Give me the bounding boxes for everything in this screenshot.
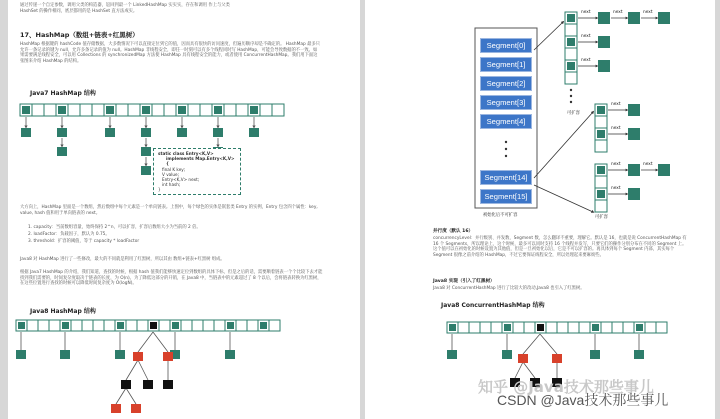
code-line: } xyxy=(158,187,161,193)
code-line: int hash; xyxy=(162,182,181,188)
zhihu-watermark: 知乎 @Java技术那些事儿 xyxy=(478,378,654,396)
next-label: next xyxy=(613,10,623,15)
next-label: next xyxy=(643,162,653,167)
segment-box: Segment[2] xyxy=(480,76,532,91)
code-line: final K key; xyxy=(162,166,186,172)
next-label: next xyxy=(581,34,591,39)
entry-code-box xyxy=(153,148,241,195)
top-text: 通过传递一个自定参数，调用父类的构造器，返回到最一个 LinkedHashMap 实实实，存在和调用 作上与父类 HashSet 的操作相同，底层都用的是 HashSet 直方法成实。 xyxy=(20,3,230,14)
java8-explanation: 根据 Java7 HashMap 的介绍，我们知道，查找的时候，根据 hash 值我们能够快速定位到数组的具体下标，但是之后的话，需要顺着链表一个个比较下去才能找到我们需要的，时间复杂度取决于链表的长度，为 O(n)。为了降低这部分的开销，在 Java8 中，当链表中的元素超过了 8 个以后，会将链表转换为红黑树，在这些位置进行查找的时候可以降低时间复杂度为 O(logN)。 xyxy=(20,270,323,287)
next-label: next xyxy=(643,10,653,15)
section-title-hashmap: 17、HashMap（数组+链表+红黑树） xyxy=(20,31,139,39)
java7-description: 大方向上，HashMap 里面是一个数组，然后数组中每个元素是一个单向链表。上图中，每个绿色的实体是嵌套类 Entry 的实例，Entry 包含四个属性：key, value, hash 值和用于单向链表的 next。 xyxy=(20,205,318,216)
left-page xyxy=(8,0,360,419)
java8-implementation-text: Java8 对 ConcurrentHashMap 进行了比较大的改动,Java8 也引入了红黑树。 xyxy=(433,286,585,291)
java8-intro: Java8 对 HashMap 进行了一些修改，最大的不同就是利用了红黑树，所以其由 数组+链表+红黑树 组成。 xyxy=(20,257,225,262)
segment-box: Segment[15] xyxy=(480,189,532,204)
list-item: 1. capacity：当前数组容量，始终保持 2^n，可以扩容，扩容后数组大小为当前的 2 倍。 xyxy=(28,225,201,230)
next-label: next xyxy=(611,186,621,191)
code-line: V value; xyxy=(162,171,180,177)
segment-box: Segment[14] xyxy=(480,170,532,185)
concurrency-level-title: 并行度（默认 16） xyxy=(433,229,474,234)
segment-box: Segment[0] xyxy=(480,38,532,53)
segment-box: Segment[3] xyxy=(480,95,532,110)
java8-hashmap-title: Java8 HashMap 结构 xyxy=(30,308,96,315)
code-line: static class Entry<K,V> xyxy=(158,151,214,156)
list-item: 2. loadFactor：负载因子，默认为 0.75。 xyxy=(28,232,110,237)
java7-hashmap-title: Java7 HashMap 结构 xyxy=(30,90,96,97)
hashmap-intro: HashMap 根据键的 hashCode 值存储数据，大多数情况下可以直接定位到它的值，因而具有很快的访问速度，但遍历顺序却是不确定的。 HashMap 最多只允许一条记录的键为 null，允许多条记录的值为 null。HashMap 非线程安全，即任一时刻可以有多个线程同时写 HashMap，可能会导致数据的不一致。如果需要满足线程安全，可以用 Collections 的 synchronizedMap 方法使 HashMap 具有线程安全的能力，或者使用 ConcurrentHashMap。我们用下面这张图来介绍 HashMap 的结构。 xyxy=(20,42,320,64)
next-label: next xyxy=(611,102,621,107)
next-label: next xyxy=(611,162,621,167)
next-label: next xyxy=(581,10,591,15)
list-item: 3. threshold：扩容的阈值，等于 capacity * loadFactor xyxy=(28,239,140,244)
java7-concurrenthashmap-diagram xyxy=(365,0,715,419)
segment-box: Segment[4] xyxy=(480,114,532,129)
concurrency-level-text: concurrencyLevel：并行级别、并发数、Segment 数，怎么翻译不重要，理解它。默认是 16，也就是说 ConcurrentHashMap 有 16 个 Segments，所以理论上，这个时候，最多可以同时支持 16 个线程并发写，只要它们的操作分别分布在不同的 Segment 上。这个值可以在初始化的时候设置为其他值，但是一旦初始化以后，它是不可以扩容的。再具体到每个 Segment 内部，其实每个 Segment 很像之前介绍的 HashMap，不过它要保证线程安全，所以处理起来要麻烦些。 xyxy=(433,236,687,258)
expandable-label: 可扩容 xyxy=(595,215,608,220)
java8-concurrenthashmap-title: Java8 ConcurrentHashMap 结构 xyxy=(441,302,545,309)
code-line: Entry<K,V> next; xyxy=(162,177,200,183)
right-page xyxy=(365,0,715,419)
expandable-label: 可扩容 xyxy=(567,111,580,116)
java8-implementation-title: Java8 实现（引入了红黑树） xyxy=(433,279,495,284)
csdn-watermark: CSDN @Java技术那些事儿 xyxy=(497,392,669,408)
code-line: implements Map.Entry<K,V> { xyxy=(166,156,235,167)
next-label: next xyxy=(611,126,621,131)
init-no-expand-label: 初始化后不可扩容 xyxy=(483,213,518,218)
segment-box: Segment[1] xyxy=(480,57,532,72)
next-label: next xyxy=(581,58,591,63)
